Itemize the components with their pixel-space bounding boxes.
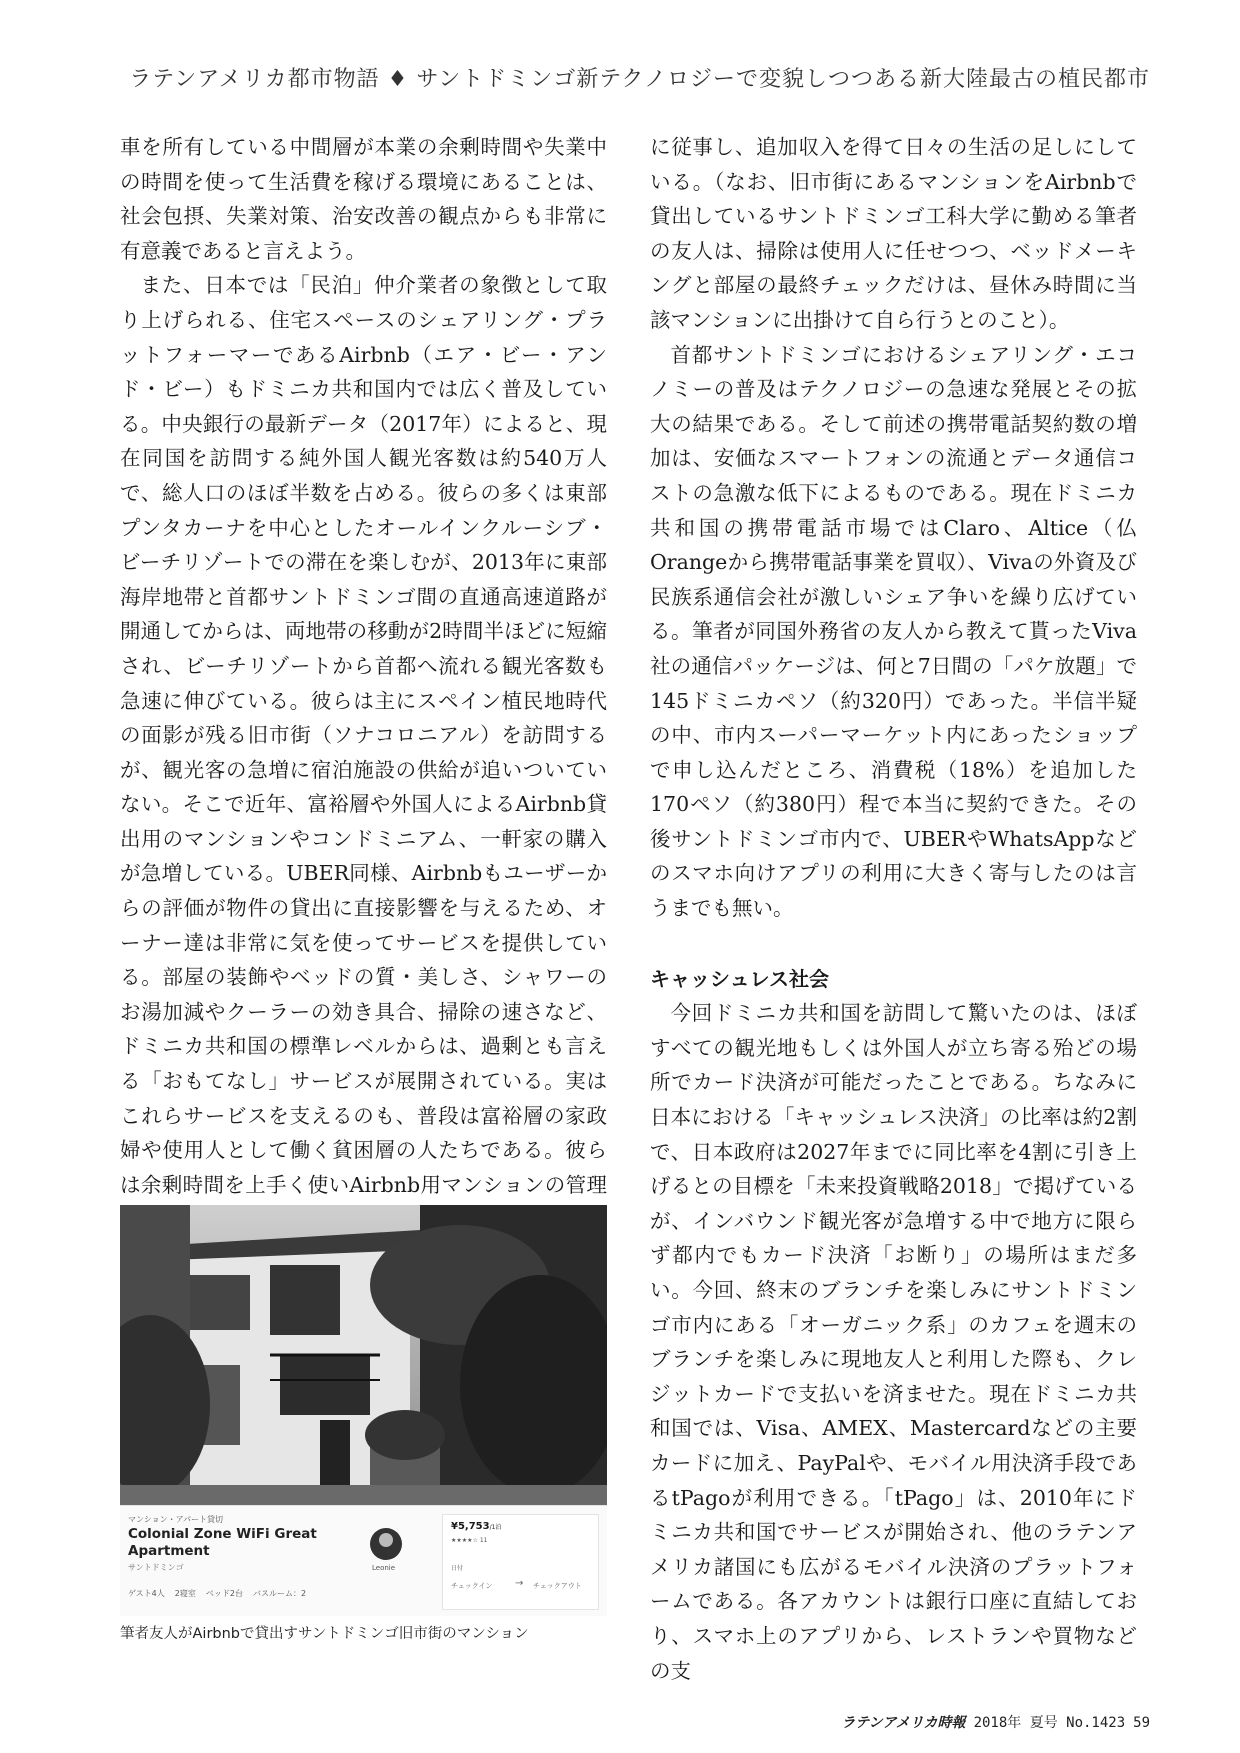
paragraph: また、日本では「民泊」仲介業者の象徴として取り上げられる、住宅スペースのシェアリング・プラットフォーマーであるAirbnb（エア・ビー・アンド・ビー）もドミニカ共和国内では広く普及している。中央銀行の最新データ（2017年）によると、現在同国を訪問する純外国人観光客数は約540万人で、総人口のほぼ半数を占める。彼らの多くは東部プンタカーナを中心としたオールインクルーシブ・ビーチリゾートでの滞在を楽しむが、2013年に東部海岸地帯と首都サントドミンゴ間の直通高速道路が開通してからは、両地帯の移動が2時間半ほどに短縮され、ビーチリゾートから首都へ流れる観光客数も急速に伸びている。彼らは主にスペイン植民地時代の面影が残る旧市街（ソナコロニアル）を訪問するが、観光客の急増に宿泊施設の供給が追いついていない。そこで近年、富裕層や外国人によるAirbnb貸出用のマンションやコンドミニアム、一軒家の購入が急増している。UBER同様、Airbnbもユーザーからの評価が物件の貸出に直接影響を与えるため、オーナー達は非常に気を使ってサービスを提供している。部屋の装飾やベッドの質・美しさ、シャワーのお湯加減やクーラーの効き具合、掃除の速さなど、ドミニカ共和国の標準レベルからは、過剰とも言える「おもてなし」サービスが展開されている。実はこれらサービスを支えるのも、普段は富裕層の家政婦や使用人として働く貧困層の人たちである。彼らは余剰時間を上手く使いAirbnb用マンションの管理	[120, 273, 607, 1197]
header-separator: ♦	[387, 67, 409, 92]
arrow-right-icon: →	[515, 1578, 524, 1589]
section-heading: キャッシュレス社会	[650, 966, 829, 991]
magazine-name: ラテンアメリカ時報	[841, 1715, 966, 1731]
running-header	[120, 62, 1150, 93]
checkout-field: チェックアウト	[533, 1582, 582, 1590]
figure	[120, 1205, 607, 1616]
airbnb-listing-card	[120, 1505, 607, 1616]
listing-location: サントドミンゴ	[128, 1563, 184, 1572]
page-footer	[841, 1712, 1150, 1732]
amenity-beds: ベッド2台	[205, 1589, 243, 1598]
paragraph: 今回ドミニカ共和国を訪問して驚いたのは、ほぼすべての観光地もしくは外国人が立ち寄る殆どの場所でカード決済が可能だったことである。ちなみに日本における「キャッシュレス決済」の比率は約2割で、日本政府は2027年までに同比率を4割に引き上げるとの目標を「未来投資戦略2018」で掲げているが、インバウンド観光客が急増する中で地方に限らず都内でもカード決済「お断り」の場所はまだ多い。今回、終末のブランチを楽しみにサントドミンゴ市内にある「オーガニック系」のカフェを週末のブランチを楽しみに現地友人と利用した際も、クレジットカードで支払いを済ませた。現在ドミニカ共和国では、Visa、AMEX、Mastercardなどの主要カードに加え、PayPalや、モバイル用決済手段であるtPagoが利用できる。「tPago」は、2010年にドミニカ共和国でサービスが開始され、他のラテンアメリカ諸国にも広がるモバイル決済のプラットフォームである。各アカウントは銀行口座に直結しており、スマホ上のアプリから、レストランや買物などの支	[650, 1001, 1137, 1683]
rating	[451, 1537, 487, 1544]
host-name: Leonie	[372, 1564, 396, 1572]
paragraph: 車を所有している中間層が本業の余剰時間や失業中の時間を使って生活費を稼げる環境にあることは、社会包摂、失業対策、治安改善の観点からも非常に有意義であると言えよう。	[120, 135, 607, 263]
rating-count: 11	[479, 1537, 488, 1544]
amenities-list	[128, 1588, 306, 1599]
booking-box	[442, 1514, 599, 1610]
paragraph: に従事し、追加収入を得て日々の生活の足しにしている。（なお、旧市街にあるマンションをAirbnbで貸出しているサントドミンゴ工科大学に勤める筆者の友人は、掃除は使用人に任せつつ、ベッドメーキングと部屋の最終チェックだけは、昼休み時間に当該マンションに出掛けて自ら行うとのこと）。	[650, 135, 1137, 332]
article-title: サントドミンゴ新テクノロジーで変貌しつつある新大陸最古の植民都市	[416, 67, 1150, 92]
series-title: ラテンアメリカ都市物語	[129, 67, 380, 92]
figure-caption: 筆者友人がAirbnbで貸出すサントドミンゴ旧市街のマンション	[120, 1626, 529, 1642]
listing-title: Colonial Zone WiFi Great Apartment	[128, 1526, 317, 1559]
paragraph: 首都サントドミンゴにおけるシェアリング・エコノミーの普及はテクノロジーの急速な発展とその拡大の結果である。そして前述の携帯電話契約数の増加は、安価なスマートフォンの流通とデータ通信コストの急激な低下によるものである。現在ドミニカ共和国の携帯電話市場ではClaro、Altice（仏Orangeから携帯電話事業を買収）、Vivaの外資及び民族系通信会社が激しいシェア争いを繰り広げている。筆者が同国外務省の友人から教えて貰ったViva社の通信パッケージは、何と7日間の「パケ放題」で145ドミニカペソ（約320円）であった。半信半疑の中、市内スーパーマーケット内にあったショップで申し込んだところ、消費税（18%）を追加した170ペソ（約380円）程で本当に契約できた。その後サントドミンゴ市内で、UBERやWhatsAppなどのスマホ向けアプリの利用に大きく寄与したのは言うまでも無い。	[650, 342, 1137, 921]
issue-info: 2018年 夏号 No.1423	[973, 1715, 1126, 1731]
checkin-field: チェックイン	[451, 1582, 493, 1590]
listing-price: ¥5,753/1泊	[451, 1521, 502, 1532]
apartment-photo	[120, 1205, 607, 1505]
amenity-guests: ゲスト4人	[128, 1589, 165, 1598]
host-avatar	[370, 1528, 402, 1560]
property-type: マンション・アパート貸切	[128, 1515, 223, 1524]
left-column	[120, 130, 607, 1237]
rating-stars: ★★★★☆	[451, 1537, 478, 1544]
date-label: 日付	[451, 1565, 464, 1572]
amenity-bathrooms: バスルーム：2	[252, 1589, 307, 1598]
right-column	[650, 130, 1137, 1688]
amenity-bedrooms: 2寝室	[174, 1589, 196, 1598]
page-number: 59	[1133, 1715, 1150, 1731]
